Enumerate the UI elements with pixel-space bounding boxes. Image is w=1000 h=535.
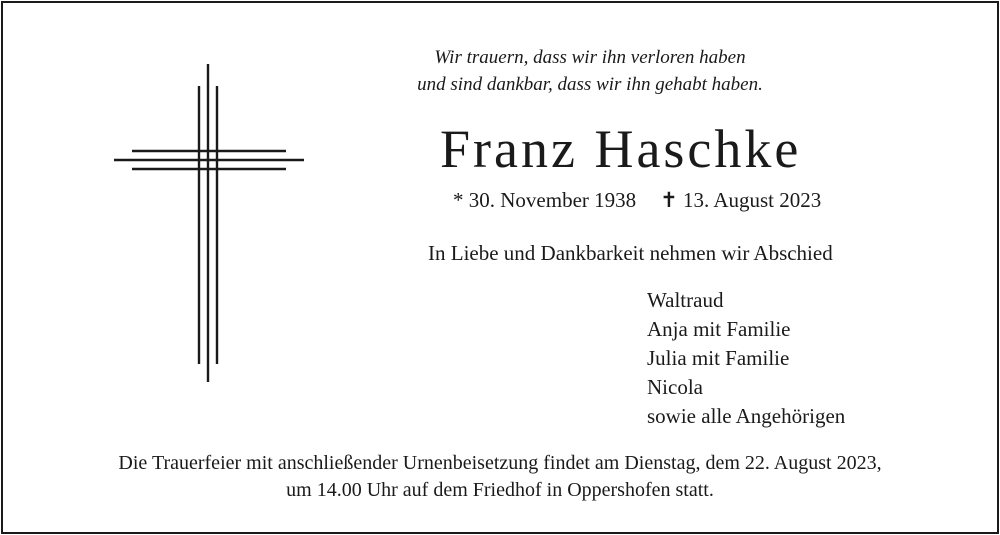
poem-line: Wir trauern, dass wir ihn verloren haben [434, 47, 746, 68]
ceremony-line: um 14.00 Uhr auf dem Friedhof in Oppershofen statt. [286, 479, 714, 501]
poem-line: und sind dankbar, dass wir ihn gehabt haben. [417, 74, 763, 95]
death-cross-icon: ✝ [660, 188, 678, 212]
mourner-item: Julia mit Familie [647, 346, 790, 370]
mourner-item: Nicola [647, 375, 703, 399]
farewell-text: In Liebe und Dankbarkeit nehmen wir Abschied [428, 241, 833, 265]
birth-date: * 30. November 1938 [453, 188, 637, 212]
ceremony-line: Die Trauerfeier mit anschließender Urnenbeisetzung findet am Dienstag, dem 22. August 2023, [118, 452, 882, 474]
life-dates [453, 186, 821, 214]
mourner-item: sowie alle Angehörigen [647, 404, 846, 428]
ceremony-notice [60, 450, 940, 504]
deceased-name: Franz Haschke [440, 119, 802, 179]
death-date: 13. August 2023 [683, 188, 822, 212]
mourners-list [647, 286, 845, 431]
mourner-item: Anja mit Familie [647, 317, 791, 341]
memorial-poem [400, 44, 780, 98]
cross-icon [112, 64, 308, 386]
mourner-item: Waltraud [647, 288, 724, 312]
